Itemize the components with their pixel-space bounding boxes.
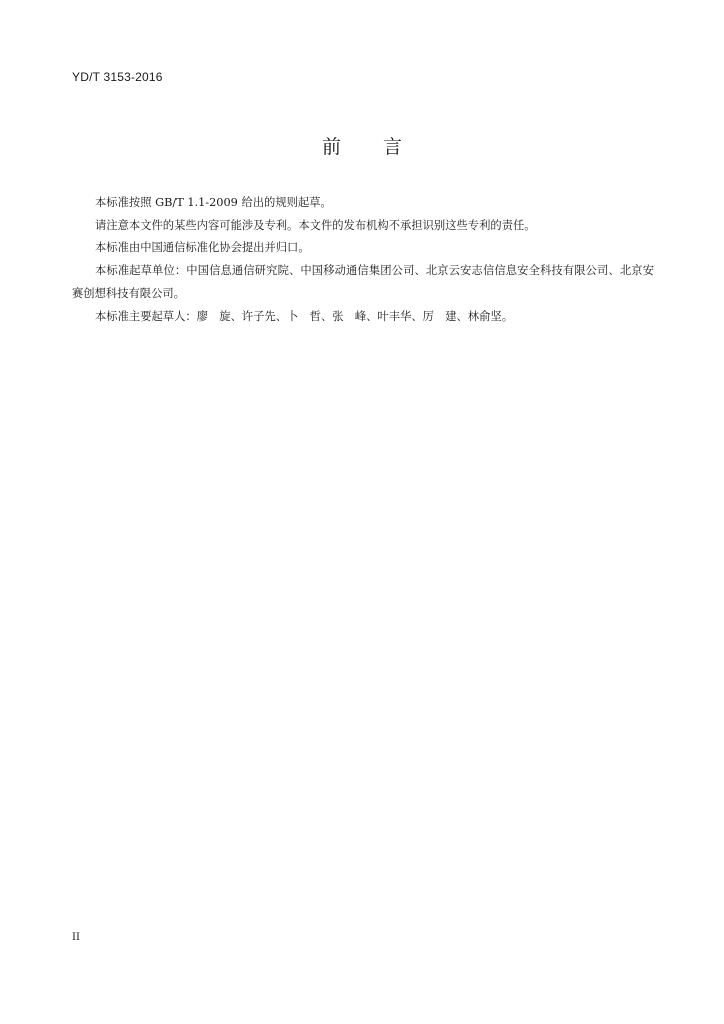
paragraph-drafters: 本标准主要起草人：廖 旋、许子先、卜 哲、张 峰、叶丰华、厉 建、林俞坚。 [95,309,513,323]
foreword-body [72,192,654,328]
paragraph-proposer: 本标准由中国通信标准化协会提出并归口。 [95,241,310,255]
paragraph-drafting-rules: 本标准按照 GB/T 1.1-2009 给出的规则起草。 [95,196,332,209]
page-title [0,132,724,159]
paragraph-patent-notice: 请注意本文件的某些内容可能涉及专利。本文件的发布机构不承担识别这些专利的责任。 [95,218,536,232]
standard-code: YD/T 3153-2016 [72,70,163,84]
paragraph-drafting-units: 本标准起草单位：中国信息通信研究院、中国移动通信集团公司、北京云安志信信息安全科技有限公司、北京安赛创想科技有限公司。 [72,264,654,300]
page-number: II [72,932,80,943]
title-char-1: 前 [321,136,341,158]
title-char-2: 言 [383,136,403,158]
